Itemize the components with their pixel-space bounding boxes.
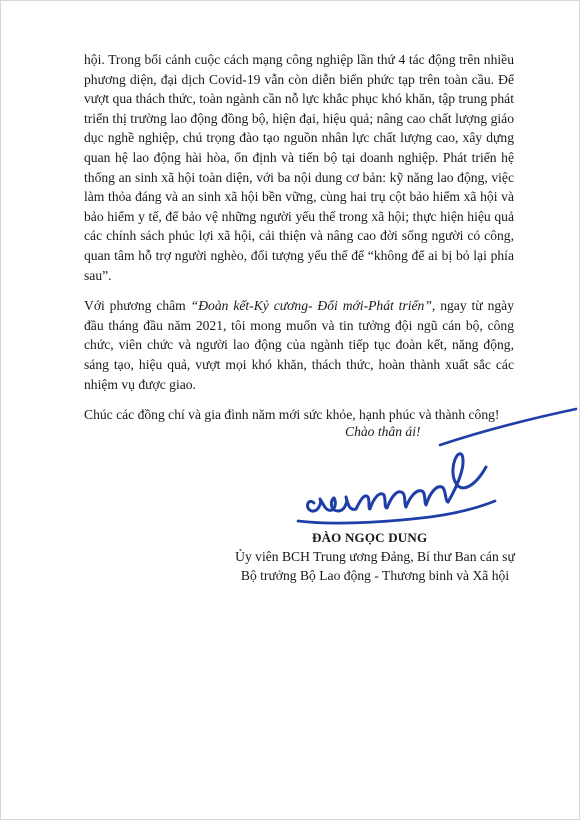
motto-text: “Đoàn kết-Kỷ cương- Đổi mới-Phát triển”	[190, 298, 432, 314]
closing-greeting: Chào thân ái!	[345, 424, 421, 439]
motto-trail-text: , ngay từ ngày đầu tháng đầu năm 2021, tôi mong muốn và tin tưởng đội ngũ cán bộ, công chức, viên chức và người lao động của ngành tiếp tục đoàn kết, năng động, sáng tạo, hiệu quả, vượt mọi khó khăn, thách thức, hoàn thành xuất sắc các nhiệm vụ được giao.	[84, 298, 514, 392]
letter-body	[84, 50, 514, 436]
motto-lead-text: Với phương châm	[84, 298, 191, 314]
signer-title-line: Bộ trưởng Bộ Lao động - Thương binh và Xã hội	[240, 568, 510, 583]
signer-title-line: Ủy viên BCH Trung ương Đảng, Bí thư Ban cán sự	[235, 549, 515, 564]
letter-wishes: Chúc các đồng chí và gia đình năm mới sức khỏe, hạnh phúc và thành công!	[84, 407, 500, 423]
signer-name: ĐÀO NGỌC DUNG	[312, 530, 428, 545]
letter-paragraph-motto	[84, 296, 514, 394]
letter-paragraph: hội. Trong bối cảnh cuộc cách mạng công nghiệp lần thứ 4 tác động trên nhiều phương diện, đại dịch Covid-19 vẫn còn diễn biến phức tạp trên toàn cầu. Để vượt qua thách thức, toàn ngành cần nỗ lực khắc phục khó khăn, tập trung phát triển thị trường lao động đồng bộ, hiện đại, hiệu quả; nâng cao chất lượng giáo dục nghề nghiệp, chú trọng đào tạo nguồn nhân lực chất lượng cao, xây dựng quan hệ lao động hài hòa, ổn định và tiến bộ tại doanh nghiệp. Phát triển hệ thống an sinh xã hội toàn diện, với ba nội dung cơ bản: kỹ năng lao động, việc làm thỏa đáng và an sinh xã hội bền vững, cùng hai trụ cột bảo hiểm xã hội và bảo hiểm y tế, để bảo vệ những người yếu thế trong xã hội; thực hiện hiệu quả các chính sách phúc lợi xã hội, cải thiện và nâng cao đời sống người có công, quan tâm hỗ trợ người nghèo, đối tượng yếu thế để “không để ai bị bỏ lại phía sau”.	[84, 52, 514, 283]
signer-title	[220, 547, 530, 585]
handwritten-signature	[290, 405, 580, 535]
